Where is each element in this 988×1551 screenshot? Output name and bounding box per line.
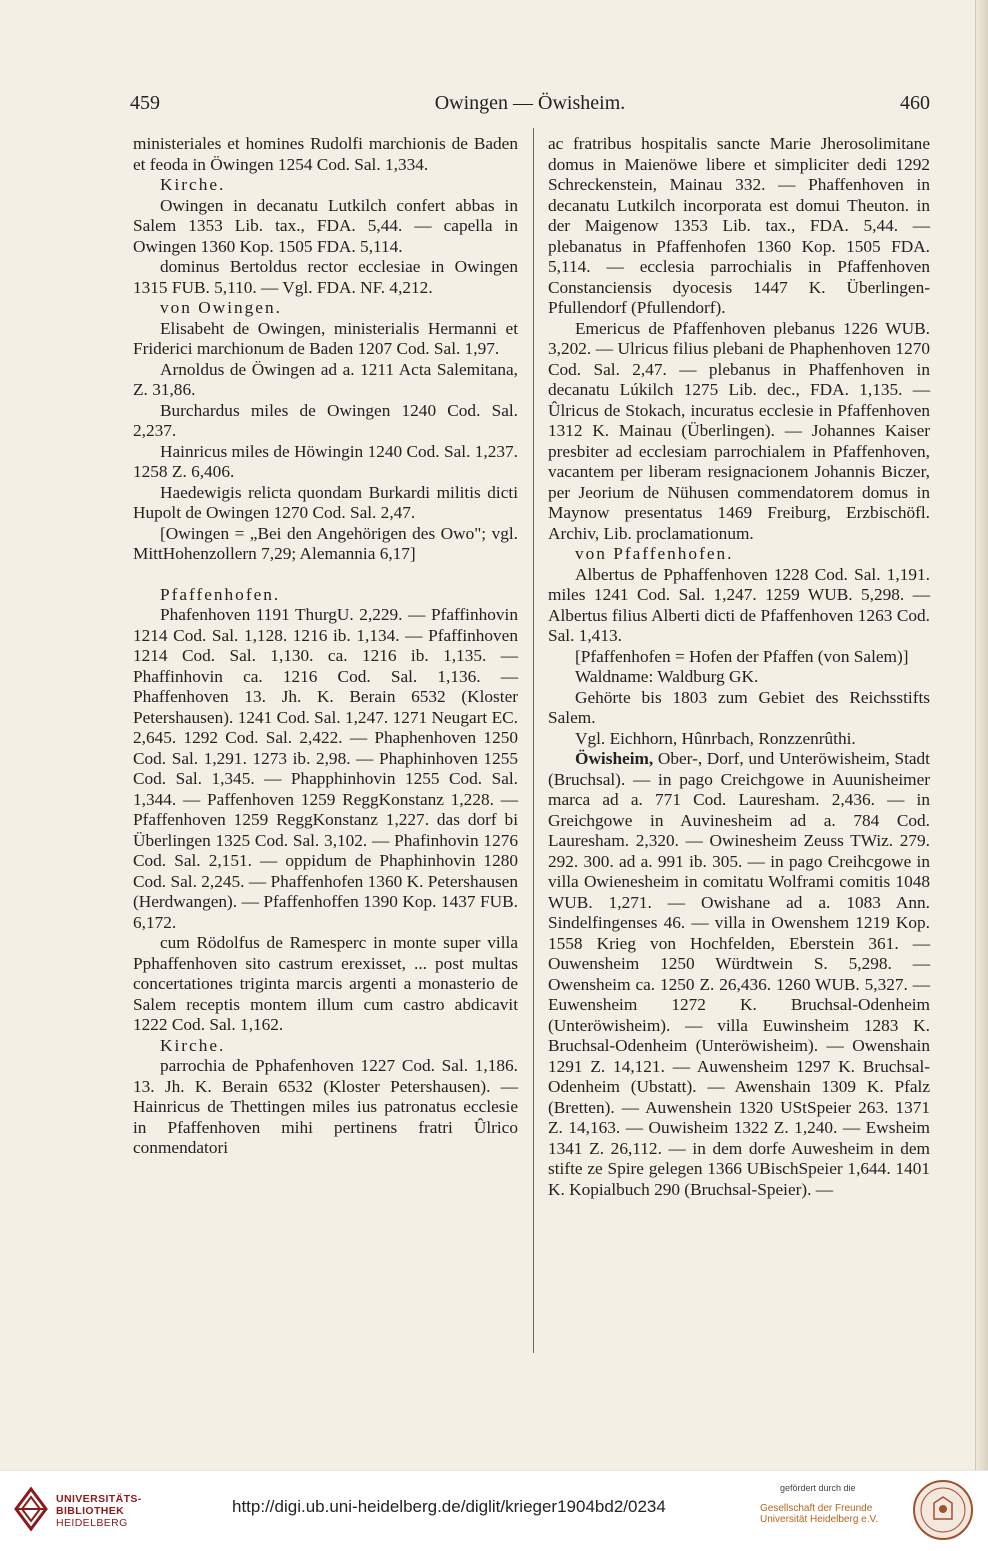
university-seal-icon xyxy=(912,1479,974,1541)
sponsor-block xyxy=(760,1483,900,1525)
subheading: Pfaffenhofen. xyxy=(160,584,281,604)
library-name xyxy=(56,1493,142,1529)
paragraph: Arnoldus de Öwingen ad a. 1211 Acta Salemitana, Z. 31,86. xyxy=(133,359,518,399)
paragraph: Haedewigis relicta quondam Burkardi militis dicti Hupolt de Owingen 1270 Cod. Sal. 2,47. xyxy=(133,482,518,522)
library-logo-icon xyxy=(12,1485,50,1533)
permalink-url[interactable]: http://digi.ub.uni-heidelberg.de/diglit/krieger1904bd2/0234 xyxy=(232,1497,666,1516)
subheading: Kirche. xyxy=(160,175,226,194)
paragraph: cum Rödolfus de Ramesperc in monte super villa Pphaffenhoven sito castrum erexisset, ... post multas concertationes triginta marcis argenti a monasterio de Salem receptis montem illum cum castro abdicavit 1222 Cod. Sal. 1,162. xyxy=(133,933,518,1034)
entry-paragraph xyxy=(548,749,930,1200)
page-edge xyxy=(975,0,988,1470)
sponsor-name-line2: Universität Heidelberg e.V. xyxy=(760,1514,879,1525)
paragraph: [Owingen = „Bei den Angehörigen des Owo"; vgl. MittHohenzollern 7,29; Alemannia 6,17] xyxy=(133,523,518,563)
footer-bar xyxy=(0,1470,988,1551)
paragraph: Vgl. Eichhorn, Hûnrbach, Ronzzenrûthi. xyxy=(575,728,856,748)
paragraph: Hainricus miles de Höwingin 1240 Cod. Sal. 1,237. 1258 Z. 6,406. xyxy=(133,441,518,481)
right-column xyxy=(548,134,930,1200)
paragraph: Burchardus miles de Owingen 1240 Cod. Sal. 2,237. xyxy=(133,400,518,440)
paragraph: Owingen in decanatu Lutkilch confert abbas in Salem 1353 Lib. tax., FDA. 5,44. — capella in Owingen 1360 Kop. 1505 FDA. 5,114. xyxy=(133,195,518,256)
running-title: Owingen — Öwisheim. xyxy=(434,92,626,114)
spacer xyxy=(133,565,518,585)
library-name-line2: BIBLIOTHEK xyxy=(56,1505,125,1517)
left-column xyxy=(133,134,518,1159)
subheading: Kirche. xyxy=(160,1035,226,1055)
sponsor-name-line1: Gesellschaft der Freunde xyxy=(760,1503,873,1514)
paragraph: Albertus de Pphaffenhoven 1228 Cod. Sal. 1,191. miles 1241 Cod. Sal. 1,247. 1259 WUB. 5,298. — Albertus filius Alberti dicti de Pfaffenhoven 1263 Cod. Sal. 1,413. xyxy=(548,564,930,645)
entry-text: Ober-, Dorf, und Unteröwisheim, Stadt (Bruchsal). — in pago Creichgowe in Auunisheimer marca ad a. 771 Cod. Lauresham. 2,436. — in Greichgowe in Auvinesheim ad a. 784 Cod. Lauresham. 2,320. — Owinesheim Zeuss TWiz. 279. 292. 300. ad a. 991 ib. 305. — in pago Creihcgowe in villa Owienesheim in comitatu Wolframi comitis 1048 WUB. 1,271. — Owishane ad a. 1083 Ann. Sindelfingenses 46. — villa in Owenshem 1219 Kop. 1558 Krieg von Hochfelden, Eberstein 361. — Ouwensheim 1250 Würdtwein S. 5,298. — Owensheim ca. 1250 Z. 26,436. 1260 WUB. 5,327. — Euwensheim 1272 K. Bruchsal-Odenheim (Unteröwisheim). — villa Euwinsheim 1283 K. Bruchsal-Odenheim (Unteröwisheim). — Owenshain 1291 Z. 14,121. — Auwensheim 1297 K. Bruchsal-Odenheim (Ubstatt). — Awenshain 1309 K. Pfalz (Bretten). — Auwenshein 1320 UStSpeier 263. 1371 Z. 14,163. — Ouwisheim 1322 Z. 1,240. — Ewsheim 1341 Z. 26,112. — in dem dorfe Auwesheim in dem stifte ze Spire gelegen 1366 UBischSpeier 1,644. 1401 K. Kopialbuch 290 (Bruchsal-Speier). — xyxy=(548,749,930,1199)
paragraph: ministeriales et homines Rudolfi marchionis de Baden et feoda in Öwingen 1254 Cod. Sal. 1,334. xyxy=(133,134,518,174)
subheading: von Pfaffenhofen. xyxy=(575,544,734,563)
sponsor-caption: gefördert durch die xyxy=(780,1483,856,1493)
page-number-left: 459 xyxy=(130,92,160,114)
library-name-line3: HEIDELBERG xyxy=(56,1517,128,1529)
paragraph: Waldname: Waldburg GK. xyxy=(575,667,759,686)
library-name-line1: UNIVERSITÄTS- xyxy=(56,1493,142,1505)
subheading: von Owingen. xyxy=(160,298,282,317)
paragraph: Phafenhoven 1191 ThurgU. 2,229. — Pfaffinhovin 1214 Cod. Sal. 1,128. 1216 ib. 1,134. — Pfaffinhoven 1214 Cod. Sal. 1,130. ca. 1216 ib. 1,135. — Phaffinhovin ca. 1216 Cod. Sal. 1,136. — Phaffenhoven 13. Jh. K. Berain 6532 (Kloster Petershausen). 1241 Cod. Sal. 1,247. 1271 Neugart EC. 2,645. 1292 Cod. Sal. 2,422. — Phaphenhoven 1250 Cod. Sal. 1,291. 1273 ib. 2,98. — Phaphinhoven 1255 Cod. Sal. 1,345. — Phapphinhovin 1255 Cod. Sal. 1,344. — Paffenhoven 1259 ReggKonstanz 1,228. — Pfaffenhoven 1259 ReggKonstanz 1,227. das dorf bi Überlingen 1325 Cod. Sal. 3,102. — Phafinhovin 1276 Cod. Sal. 2,151. — oppidum de Phaphinhovin 1280 Cod. Sal. 2,245. — Phaffenhofen 1360 K. Petershausen (Herdwangen). — Pfaffenhoffen 1390 Kop. 1437 FUB. 6,172. xyxy=(133,605,518,932)
entry-headword: Öwisheim, xyxy=(575,749,654,768)
paragraph: Elisabeht de Owingen, ministerialis Hermanni et Friderici marchionum de Baden 1207 Cod. Sal. 1,97. xyxy=(133,318,518,358)
paragraph: dominus Bertoldus rector ecclesiae in Owingen 1315 FUB. 5,110. — Vgl. FDA. NF. 4,212. xyxy=(133,257,518,297)
paragraph: ac fratribus hospitalis sancte Marie Jherosolimitane domus in Maienöwe libere et simpliciter dedi 1292 Schreckenstein, Mainau 332. — Phaffenhoven in decanatu Lutkilch incorporata est domui Theuton. in der Maigenow 1353 Lib. tax., FDA. 5,44. — plebanatus in Pfaffenhofen 1360 Kop. 1505 FDA. 5,114. — ecclesia parrochialis in Pfaffenhoven Constanciensis dyocesis 1447 K. Überlingen-Pfullendorf (Pfullendorf). xyxy=(548,134,930,317)
paragraph: [Pfaffenhofen = Hofen der Pfaffen (von Salem)] xyxy=(575,646,909,666)
page-number-right: 460 xyxy=(900,92,930,114)
column-divider xyxy=(533,128,534,1353)
paragraph: parrochia de Pphafenhoven 1227 Cod. Sal. 1,186. 13. Jh. K. Berain 6532 (Kloster Petershausen). — Hainricus de Thettingen miles ius patronatus ecclesie in Pfaffenhoven mihi pertinens fratri Ûlrico conmendatori xyxy=(133,1056,518,1157)
paragraph: Gehörte bis 1803 zum Gebiet des Reichsstifts Salem. xyxy=(548,687,930,727)
paragraph: Emericus de Pfaffenhoven plebanus 1226 WUB. 3,202. — Ulricus filius plebani de Phaphenhoven 1270 Cod. Sal. 2,47. — plebanus in Phaffenhoven in decanatu Lúkilch 1275 Lib. dec., FDA. 1,135. — Ûlricus de Stokach, incuratus ecclesie in Pfaffenhoven 1312 K. Mainau (Überlingen). — Johannes Kaiser presbiter ad ecclesiam parrochialem in Pfaffenhoven, vacantem per liberam resignacionem Johannis Biczer, per Jeorium de Nühusen commendatorem domus in Maynow presentatus 1469 Freiburg, Erzbischöfl. Archiv, Lib. proclamationum. xyxy=(548,318,930,543)
page-header xyxy=(130,92,930,118)
